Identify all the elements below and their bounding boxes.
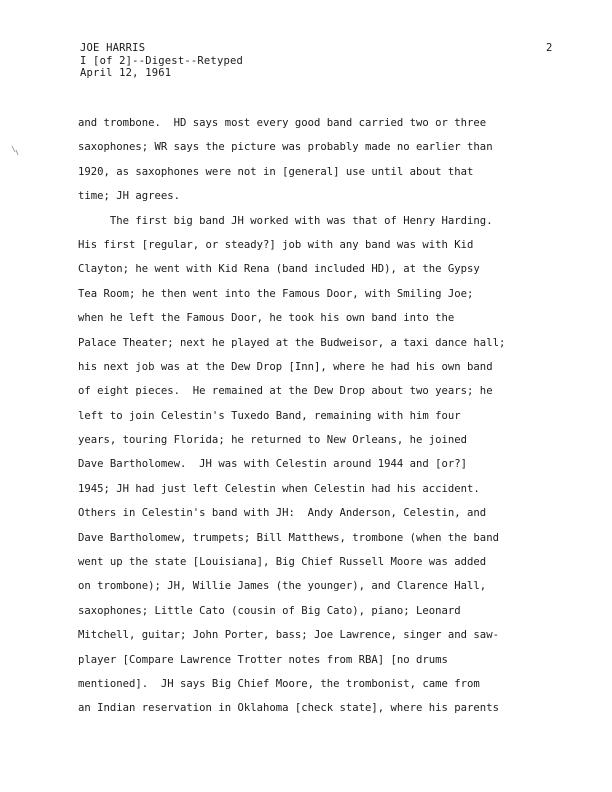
body-line: The first big band JH worked with was that of Henry Harding. [78, 214, 493, 227]
scan-speck [16, 150, 18, 155]
body-line: His first [regular, or steady?] job with any band was with Kid [78, 238, 474, 251]
body-line: Mitchell, guitar; John Porter, bass; Joe Lawrence, singer and saw- [78, 629, 499, 642]
body-line: time; JH agrees. [78, 190, 181, 203]
body-line: Tea Room; he then went into the Famous Door, with Smiling Joe; [78, 287, 474, 300]
body-line: years, touring Florida; he returned to New Orleans, he joined [78, 434, 468, 447]
page-number: 2 [546, 42, 553, 54]
body-line: when he left the Famous Door, he took his own band into the [78, 312, 455, 325]
body-line: left to join Celestin's Tuxedo Band, remaining with him four [78, 409, 461, 422]
document-body [78, 111, 558, 721]
body-line: Palace Theater; next he played at the Budweisor, a taxi dance hall; [78, 336, 506, 349]
body-line: saxophones; WR says the picture was probably made no earlier than [78, 141, 493, 154]
body-line: Clayton; he went with Kid Rena (band included HD), at the Gypsy [78, 263, 480, 276]
reel-info: I [of 2]--Digest--Retyped [80, 54, 244, 67]
body-line: an Indian reservation in Oklahoma [check state], where his parents [78, 702, 499, 715]
body-line: and trombone. HD says most every good band carried two or three [78, 117, 487, 129]
body-line: his next job was at the Dew Drop [Inn], where he had his own band [78, 360, 493, 373]
body-line: Dave Bartholomew, trumpets; Bill Matthews, trombone (when the band [78, 531, 499, 544]
body-line: 1920, as saxophones were not in [general] use until about that [78, 165, 474, 178]
body-line: went up the state [Louisiana], Big Chief Russell Moore was added [78, 556, 487, 569]
body-line: on trombone); JH, Willie James (the younger), and Clarence Hall, [78, 580, 487, 593]
interview-date: April 12, 1961 [80, 67, 172, 79]
body-line: saxophones; Little Cato (cousin of Big Cato), piano; Leonard [78, 604, 461, 617]
document-header [80, 42, 243, 80]
interviewee-name: JOE HARRIS [80, 42, 146, 54]
body-line: Others in Celestin's band with JH: Andy Anderson, Celestin, and [78, 507, 487, 520]
body-line: of eight pieces. He remained at the Dew Drop about two years; he [78, 385, 493, 398]
body-line: Dave Bartholomew. JH was with Celestin around 1944 and [or?] [78, 458, 468, 471]
body-line: 1945; JH had just left Celestin when Celestin had his accident. [78, 482, 480, 495]
body-line: mentioned]. JH says Big Chief Moore, the trombonist, came from [78, 677, 480, 690]
scan-speck [12, 146, 15, 152]
body-line: player [Compare Lawrence Trotter notes from RBA] [no drums [78, 653, 448, 666]
